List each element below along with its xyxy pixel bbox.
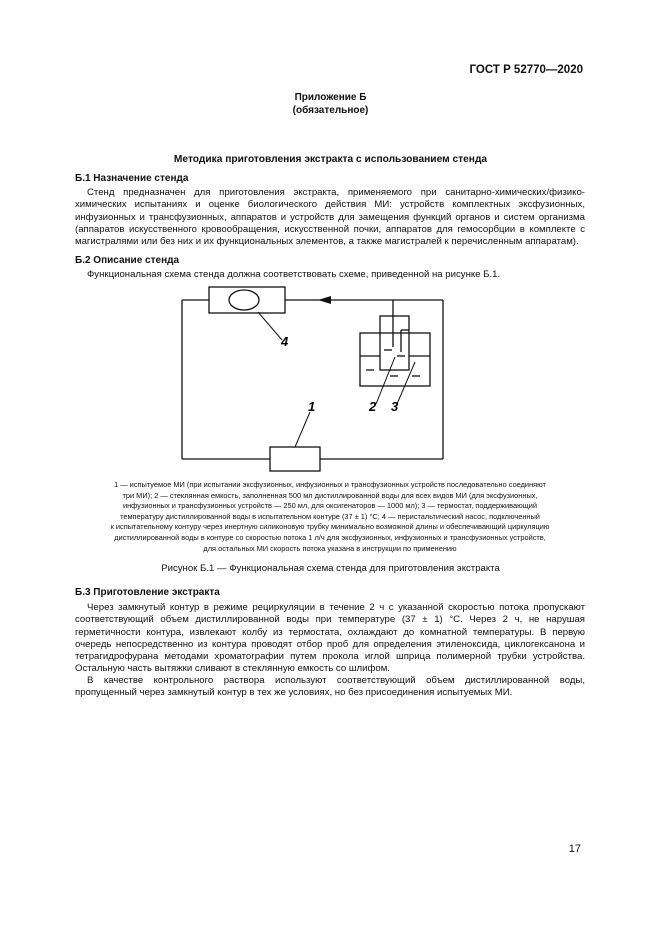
- test-device: [270, 447, 320, 471]
- legend-line: дистиллированной воды в контуре со скоростью потока 1 л/ч для эксфузионных, инфузионных и трансфузионных устройств,: [114, 532, 546, 542]
- pump-body: [209, 287, 285, 313]
- standard-number: ГОСТ Р 52770—2020: [469, 64, 583, 76]
- flow-arrow-icon: [318, 296, 331, 304]
- annex-status: (обязательное): [292, 105, 369, 116]
- section-heading-b2: Б.2 Описание стенда: [75, 255, 180, 266]
- legend-line: для остальных МИ скорость потока указана в инструкции по применению: [203, 543, 457, 553]
- legend-line: температуру дистиллированной воды в испытательном контуре (37 ± 1) °С; 4 — перистальтический насос, подключенный: [120, 511, 540, 521]
- section-heading-b1: Б.1 Назначение стенда: [75, 173, 189, 184]
- label-1: 1: [308, 399, 316, 414]
- label-4: 4: [281, 334, 289, 349]
- thermostat: [360, 333, 430, 386]
- main-title: Методика приготовления экстракта с использованием стенда: [173, 154, 488, 165]
- label-2: 2: [369, 399, 377, 414]
- section-text-b1: Стенд предназначен для приготовления экстракта, применяемого при санитарно-химических/физико-химических испытаниях и оценке биологического действия МИ: устройств комплектных эксфузионных, инфузионных и трансфузионных, аппаратов и устройств для замещения функций органов и систем организма (аппаратов искусственного кровообращения, искусственной почки, аппаратов для гемосорбции в комплекте с магистралями или без них и их функциональных элементов, а также магистралей к перечисленным аппаратам).: [75, 187, 585, 248]
- annex-title: Приложение Б: [294, 92, 367, 103]
- page-number: 17: [568, 843, 581, 855]
- section-text-b3-p1: Через замкнутый контур в режиме рециркуляции в течение 2 ч с указанной скоростью потока пропускают соответствующий объем дистиллированной воды при температуре (37 ± 1) °С. Через 2 ч, не нарушая герметичности контура, извлекают колбу из термостата, охлаждают до комнатной температуры. В первую очередь непосредственно из контура проводят отбор проб для определения этиленоксида, циклогексанона и тетрагидрофурана методами хроматографии путем прокола иглой шприца полимерной трубки устройства. Остальную часть вытяжки сливают в стеклянную емкость со шлифом.: [75, 602, 585, 675]
- section-heading-b3: Б.3 Приготовление экстракта: [75, 587, 220, 598]
- glass-vessel: [380, 316, 409, 370]
- figure-legend: [60, 480, 600, 554]
- pump-rotor: [229, 290, 259, 310]
- section-text-b2: Функциональная схема стенда должна соответствовать схеме, приведенной на рисунке Б.1.: [87, 269, 501, 280]
- legend-line: к испытательному контуру через инертную силиконовую трубку минимально возможной длины и обеспечивающий циркуляцию: [110, 522, 550, 532]
- legend-line: инфузионных и трансфузионных устройств — 250 мл, для оксигенаторов — 1000 мл); 3 — термостат, поддерживающий: [122, 501, 538, 511]
- legend-line: три МИ); 2 — стеклянная емкость, заполненная 500 мл дистиллированной воды для всех видов МИ (для эксфузионных,: [122, 490, 538, 500]
- section-text-b3-p2: В качестве контрольного раствора используют соответствующий объем дистиллированной воды, пропущенный через замкнутый контур в тех же условиях, но без присоединения испытуемых МИ.: [75, 675, 585, 699]
- figure-caption: Рисунок Б.1 — Функциональная схема стенда для приготовления экстракта: [161, 563, 500, 574]
- label-3: 3: [391, 399, 399, 414]
- legend-line: 1 — испытуемое МИ (при испытании эксфузионных, инфузионных и трансфузионных устройств последовательно соединяют: [114, 480, 546, 489]
